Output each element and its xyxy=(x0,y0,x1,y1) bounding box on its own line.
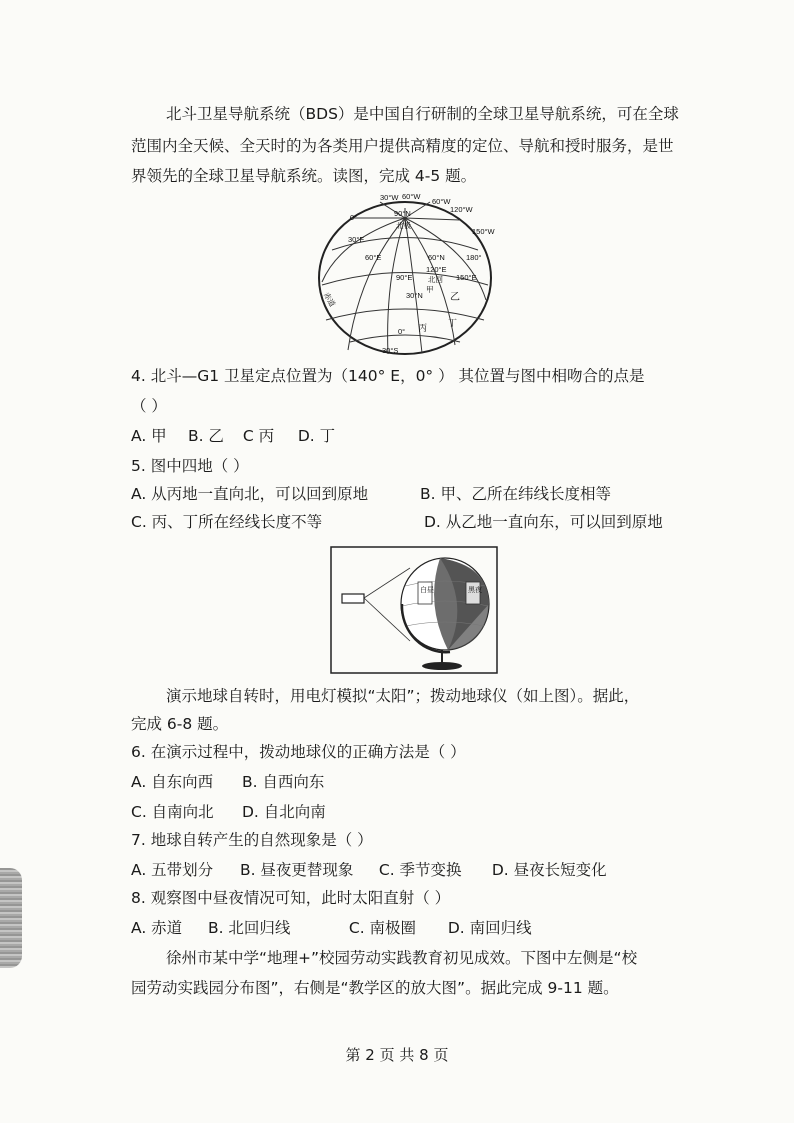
q7-stem: 7. 地球自转产生的自然现象是（ ） xyxy=(131,831,373,849)
globe-label-11: 180° xyxy=(466,253,482,262)
globe-label-0: 30°W xyxy=(380,193,399,202)
globe-label-12: 90°E xyxy=(396,273,413,282)
q7-option-a[interactable]: A. 五带划分 xyxy=(131,861,214,879)
q7-options xyxy=(131,860,607,880)
night-label: 黑夜 xyxy=(468,587,482,594)
q8-options xyxy=(131,918,532,938)
q6-option-a[interactable]: A. 自东向西 xyxy=(131,773,214,791)
globe-label-19: 赤道 xyxy=(321,290,338,309)
globe-label-6: 北极 xyxy=(396,221,411,230)
intro1-line3: 界领先的全球卫星导航系统。读图，完成 4-5 题。 xyxy=(131,167,477,185)
q5-option-b[interactable]: B. 甲、乙所在纬线长度相等 xyxy=(420,485,611,503)
lamp-icon xyxy=(342,594,364,603)
q5-option-a[interactable]: A. 从丙地一直向北，可以回到原地 xyxy=(131,485,369,503)
q6-options-row1 xyxy=(131,772,324,792)
intro3-line2: 园劳动实践园分布图”，右侧是“教学区的放大图”。据此完成 9-11 题。 xyxy=(131,979,619,997)
globe-label-16: 甲 xyxy=(426,285,434,294)
globe-figure xyxy=(310,190,500,360)
q6-option-c[interactable]: C. 自南向北 xyxy=(131,803,214,821)
q4-options xyxy=(131,426,335,446)
lamp-globe-figure xyxy=(330,546,498,674)
globe-label-20: 0° xyxy=(398,327,406,336)
q6-options-row2 xyxy=(131,802,326,822)
intro1-line1: 北斗卫星导航系统（BDS）是中国自行研制的全球卫星导航系统，可在全球 xyxy=(166,105,679,123)
globe-label-17: 30°N xyxy=(406,291,423,300)
q4-option-c[interactable]: C 丙 xyxy=(242,427,275,445)
page-footer: 第 2 页 共 8 页 xyxy=(345,1046,449,1064)
globe-base xyxy=(422,662,462,670)
globe-label-1: 60°W xyxy=(402,192,421,201)
q7-option-b[interactable]: B. 昼夜更替现象 xyxy=(239,861,354,879)
q5-stem: 5. 图中四地（ ） xyxy=(131,457,249,475)
intro2-line2: 完成 6-8 题。 xyxy=(131,715,229,733)
q5-option-d[interactable]: D. 从乙地一直向东，可以回到原地 xyxy=(424,513,663,531)
q7-option-c[interactable]: C. 季节变换 xyxy=(378,861,462,879)
globe-label-7: 150°W xyxy=(472,227,495,236)
globe-label-2: 60°W xyxy=(432,197,451,206)
q5-option-c[interactable]: C. 丙、丁所在经线长度不等 xyxy=(131,513,323,531)
intro2-line1: 演示地球自转时，用电灯模拟“太阳”；拨动地球仪（如上图）。据此， xyxy=(166,687,640,705)
q6-stem: 6. 在演示过程中，拨动地球仪的正确方法是（ ） xyxy=(131,743,466,761)
globe-label-9: 60°E xyxy=(365,253,382,262)
q6-option-b[interactable]: B. 自西向东 xyxy=(241,773,325,791)
lat-equator xyxy=(326,309,484,320)
q4-option-d[interactable]: D. 丁 xyxy=(297,427,336,445)
q8-option-a[interactable]: A. 赤道 xyxy=(131,919,183,937)
globe-label-3: 120°W xyxy=(450,205,473,214)
globe-label-13: 120°E xyxy=(426,265,447,274)
intro1-line2: 范围内全天候、全天时的为各类用户提供高精度的定位、导航和授时服务，是世 xyxy=(131,137,674,155)
scan-edge-mark xyxy=(0,868,22,968)
globe-label-14: 北回 xyxy=(428,275,443,284)
globe-label-23: 30°S xyxy=(382,346,399,355)
globe-label-8: 30°E xyxy=(348,235,365,244)
globe-label-5: 90°N xyxy=(394,209,411,218)
q4-option-b[interactable]: B. 乙 xyxy=(187,427,224,445)
q8-option-c[interactable]: C. 南极圈 xyxy=(348,919,417,937)
globe-label-15: 150°E xyxy=(456,273,477,282)
q8-stem: 8. 观察图中昼夜情况可知，此时太阳直射（ ） xyxy=(131,889,451,907)
q4-stem: 4. 北斗—G1 卫星定点位置为（140° E，0° ） 其位置与图中相吻合的点是 xyxy=(131,367,645,385)
globe-label-21: 丙 xyxy=(418,323,428,333)
q6-option-d[interactable]: D. 自北向南 xyxy=(241,803,326,821)
intro3-line1: 徐州市某中学“地理+”校园劳动实践教育初见成效。下图中左侧是“校 xyxy=(166,949,638,967)
q4-option-a[interactable]: A. 甲 xyxy=(131,427,167,445)
q7-option-d[interactable]: D. 昼夜长短变化 xyxy=(491,861,607,879)
globe-label-10: 60°N xyxy=(428,253,445,262)
globe-label-4: 0° xyxy=(350,213,358,222)
q8-option-d[interactable]: D. 南回归线 xyxy=(447,919,532,937)
globe-label-22: 丁 xyxy=(448,318,458,328)
day-label: 白昼 xyxy=(420,587,434,594)
globe-label-18: 乙 xyxy=(450,292,460,303)
q8-option-b[interactable]: B. 北回归线 xyxy=(207,919,291,937)
lat-30s xyxy=(350,335,460,342)
q4-paren: （ ） xyxy=(131,397,167,415)
